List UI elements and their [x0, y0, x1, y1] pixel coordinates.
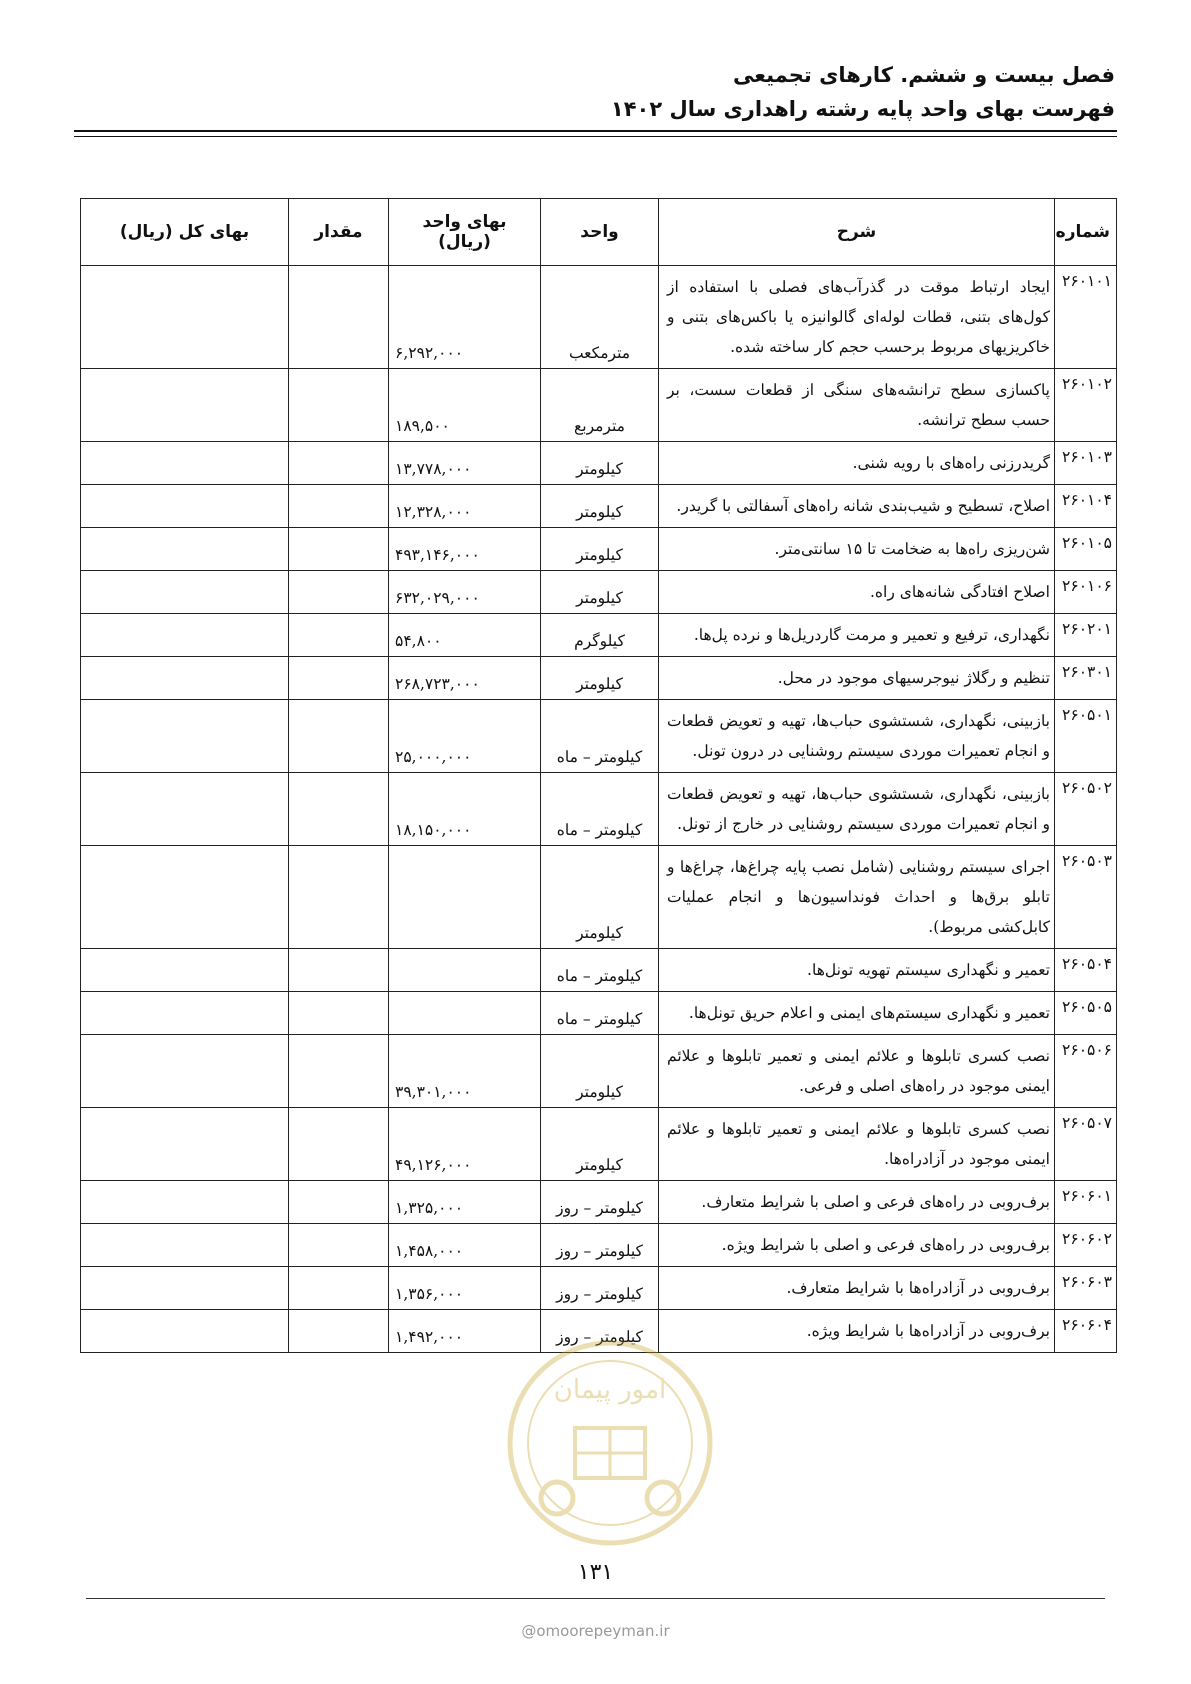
row-total-price: [81, 1108, 289, 1181]
row-unit-price: ۱۲,۳۲۸,۰۰۰: [389, 485, 541, 528]
row-description: گریدرزنی راه‌های با رویه شنی.: [659, 442, 1055, 485]
row-unit: کیلومتر: [541, 657, 659, 700]
row-quantity: [289, 1035, 389, 1108]
row-code: ۲۶۰۳۰۱: [1055, 657, 1117, 700]
row-unit: کیلومتر: [541, 846, 659, 949]
row-unit-price: ۱,۴۹۲,۰۰۰: [389, 1310, 541, 1353]
row-total-price: [81, 528, 289, 571]
row-description: برف‌روبی در راه‌های فرعی و اصلی با شرایط ویژه.: [659, 1224, 1055, 1267]
row-description: تنظیم و رگلاژ نیوجرسیهای موجود در محل.: [659, 657, 1055, 700]
row-total-price: [81, 846, 289, 949]
row-unit: مترمربع: [541, 369, 659, 442]
row-unit-price: ۱,۴۵۸,۰۰۰: [389, 1224, 541, 1267]
table-row: [81, 442, 1117, 485]
table-row: [81, 266, 1117, 369]
row-quantity: [289, 773, 389, 846]
table-row: [81, 614, 1117, 657]
row-unit-price: ۶,۲۹۲,۰۰۰: [389, 266, 541, 369]
column-header-unit-price: بهای واحد (ریال): [389, 199, 541, 266]
row-code: ۲۶۰۵۰۷: [1055, 1108, 1117, 1181]
row-description: برف‌روبی در آزادراه‌ها با شرایط متعارف.: [659, 1267, 1055, 1310]
row-code: ۲۶۰۵۰۶: [1055, 1035, 1117, 1108]
row-unit-price: ۳۹,۳۰۱,۰۰۰: [389, 1035, 541, 1108]
row-description: تعمیر و نگهداری سیستم تهویه تونل‌ها.: [659, 949, 1055, 992]
row-unit-price: ۱,۳۵۶,۰۰۰: [389, 1267, 541, 1310]
row-code: ۲۶۰۶۰۲: [1055, 1224, 1117, 1267]
row-total-price: [81, 657, 289, 700]
row-unit-price: ۱۳,۷۷۸,۰۰۰: [389, 442, 541, 485]
row-description: بازبینی، نگهداری، شستشوی حباب‌ها، تهیه و تعویض قطعات و انجام تعمیرات موردی سیستم روشنایی در خارج از تونل.: [659, 773, 1055, 846]
row-code: ۲۶۰۵۰۴: [1055, 949, 1117, 992]
table-row: [81, 1181, 1117, 1224]
row-unit-price: ۲۶۸,۷۲۳,۰۰۰: [389, 657, 541, 700]
row-quantity: [289, 1108, 389, 1181]
row-unit-price: [389, 949, 541, 992]
row-total-price: [81, 1035, 289, 1108]
row-code: ۲۶۰۱۰۵: [1055, 528, 1117, 571]
table-row: [81, 657, 1117, 700]
row-unit-price: ۴۹,۱۲۶,۰۰۰: [389, 1108, 541, 1181]
row-description: ایجاد ارتباط موقت در گذرآب‌های فصلی با استفاده از کول‌های بتنی، قطات لوله‌ای گالوانیزه یا باکس‌های بتنی و خاکریزیهای مربوط برحسب حجم کار ساخته شده.: [659, 266, 1055, 369]
row-description: اجرای سیستم روشنایی (شامل نصب پایه چراغ‌ها، چراغ‌ها و تابلو برق‌ها و احداث فونداسیون‌ها و انجام عملیات کابل‌کشی مربوط).: [659, 846, 1055, 949]
row-quantity: [289, 1224, 389, 1267]
row-total-price: [81, 442, 289, 485]
row-quantity: [289, 1310, 389, 1353]
row-quantity: [289, 846, 389, 949]
row-description: برف‌روبی در آزادراه‌ها با شرایط ویژه.: [659, 1310, 1055, 1353]
row-code: ۲۶۰۵۰۲: [1055, 773, 1117, 846]
row-code: ۲۶۰۵۰۳: [1055, 846, 1117, 949]
row-quantity: [289, 657, 389, 700]
row-quantity: [289, 1181, 389, 1224]
row-unit: کیلومتر – روز: [541, 1181, 659, 1224]
row-code: ۲۶۰۲۰۱: [1055, 614, 1117, 657]
row-unit: کیلومتر – ماه: [541, 992, 659, 1035]
row-unit: کیلومتر: [541, 571, 659, 614]
row-description: اصلاح، تسطیح و شیب‌بندی شانه راه‌های آسفالتی با گریدر.: [659, 485, 1055, 528]
row-unit: کیلومتر: [541, 528, 659, 571]
column-header-total-price: بهای کل (ریال): [81, 199, 289, 266]
row-code: ۲۶۰۵۰۵: [1055, 992, 1117, 1035]
table-row: [81, 1035, 1117, 1108]
row-description: اصلاح افتادگی شانه‌های راه.: [659, 571, 1055, 614]
row-code: ۲۶۰۶۰۴: [1055, 1310, 1117, 1353]
row-quantity: [289, 369, 389, 442]
table-row: [81, 949, 1117, 992]
header-rule-thick: [74, 130, 1117, 132]
header-rule-thin: [74, 136, 1117, 137]
watermark-logo: [495, 1318, 725, 1568]
row-total-price: [81, 1267, 289, 1310]
row-total-price: [81, 1224, 289, 1267]
row-unit: کیلومتر – ماه: [541, 773, 659, 846]
page-number: ۱۳۱: [577, 1560, 614, 1585]
table-row: [81, 485, 1117, 528]
row-total-price: [81, 1310, 289, 1353]
row-unit: کیلومتر – روز: [541, 1267, 659, 1310]
footer-rule: [86, 1598, 1105, 1599]
row-code: ۲۶۰۱۰۶: [1055, 571, 1117, 614]
watermark-text: امور پیمان: [553, 1375, 667, 1405]
row-unit-price: ۱۸,۱۵۰,۰۰۰: [389, 773, 541, 846]
table-row: [81, 1267, 1117, 1310]
column-header-unit: واحد: [541, 199, 659, 266]
page-header: [65, 58, 1115, 126]
row-unit-price: [389, 992, 541, 1035]
row-unit: کیلومتر – ماه: [541, 949, 659, 992]
column-header-quantity: مقدار: [289, 199, 389, 266]
table-row: [81, 992, 1117, 1035]
row-unit-price: [389, 846, 541, 949]
row-total-price: [81, 266, 289, 369]
site-url: @omoorepeyman.ir: [521, 1622, 670, 1640]
row-unit-price: ۲۵,۰۰۰,۰۰۰: [389, 700, 541, 773]
chapter-title: فصل بیست و ششم. کارهای تجمیعی: [733, 63, 1115, 87]
row-quantity: [289, 1267, 389, 1310]
row-quantity: [289, 700, 389, 773]
row-code: ۲۶۰۱۰۳: [1055, 442, 1117, 485]
row-unit-price: ۱,۳۲۵,۰۰۰: [389, 1181, 541, 1224]
row-code: ۲۶۰۶۰۱: [1055, 1181, 1117, 1224]
table-row: [81, 369, 1117, 442]
row-unit: مترمکعب: [541, 266, 659, 369]
table-row: [81, 528, 1117, 571]
row-description: پاکسازی سطح ترانشه‌های سنگی از قطعات سست، بر حسب سطح ترانشه.: [659, 369, 1055, 442]
row-total-price: [81, 949, 289, 992]
row-total-price: [81, 614, 289, 657]
row-unit: کیلومتر: [541, 485, 659, 528]
row-unit: کیلومتر – روز: [541, 1310, 659, 1353]
row-unit: کیلوگرم: [541, 614, 659, 657]
table-row: [81, 1108, 1117, 1181]
row-description: شن‌ریزی راه‌ها به ضخامت تا ۱۵ سانتی‌متر.: [659, 528, 1055, 571]
row-unit: کیلومتر – روز: [541, 1224, 659, 1267]
table-row: [81, 1224, 1117, 1267]
row-description: برف‌روبی در راه‌های فرعی و اصلی با شرایط متعارف.: [659, 1181, 1055, 1224]
row-unit-price: ۱۸۹,۵۰۰: [389, 369, 541, 442]
row-quantity: [289, 442, 389, 485]
row-unit: کیلومتر: [541, 1035, 659, 1108]
row-unit: کیلومتر: [541, 442, 659, 485]
row-unit: کیلومتر: [541, 1108, 659, 1181]
column-header-code: شماره: [1055, 199, 1117, 266]
table-header-row: [81, 199, 1117, 266]
table-row: [81, 571, 1117, 614]
row-code: ۲۶۰۵۰۱: [1055, 700, 1117, 773]
row-total-price: [81, 485, 289, 528]
table-body: [81, 266, 1117, 1353]
row-quantity: [289, 949, 389, 992]
row-quantity: [289, 266, 389, 369]
price-list-table: [80, 198, 1117, 1353]
row-quantity: [289, 485, 389, 528]
list-title: فهرست بهای واحد پایه رشته راهداری سال ۱۴۰۲: [610, 97, 1115, 121]
row-quantity: [289, 992, 389, 1035]
table-row: [81, 700, 1117, 773]
row-code: ۲۶۰۱۰۲: [1055, 369, 1117, 442]
row-code: ۲۶۰۱۰۴: [1055, 485, 1117, 528]
row-total-price: [81, 369, 289, 442]
row-unit-price: ۶۳۲,۰۲۹,۰۰۰: [389, 571, 541, 614]
row-description: تعمیر و نگهداری سیستم‌های ایمنی و اعلام حریق تونل‌ها.: [659, 992, 1055, 1035]
row-unit: کیلومتر – ماه: [541, 700, 659, 773]
row-code: ۲۶۰۱۰۱: [1055, 266, 1117, 369]
row-total-price: [81, 700, 289, 773]
table-row: [81, 773, 1117, 846]
row-quantity: [289, 571, 389, 614]
row-unit-price: ۴۹۳,۱۴۶,۰۰۰: [389, 528, 541, 571]
row-quantity: [289, 528, 389, 571]
table-row: [81, 846, 1117, 949]
row-description: نصب کسری تابلوها و علائم ایمنی و تعمیر تابلوها و علائم ایمنی موجود در راه‌های اصلی و فرعی.: [659, 1035, 1055, 1108]
row-description: بازبینی، نگهداری، شستشوی حباب‌ها، تهیه و تعویض قطعات و انجام تعمیرات موردی سیستم روشنایی در درون تونل.: [659, 700, 1055, 773]
row-total-price: [81, 571, 289, 614]
row-description: نگهداری، ترفیع و تعمیر و مرمت گاردریل‌ها و نرده پل‌ها.: [659, 614, 1055, 657]
row-total-price: [81, 992, 289, 1035]
row-unit-price: ۵۴,۸۰۰: [389, 614, 541, 657]
row-description: نصب کسری تابلوها و علائم ایمنی و تعمیر تابلوها و علائم ایمنی موجود در آزادراه‌ها.: [659, 1108, 1055, 1181]
row-total-price: [81, 1181, 289, 1224]
row-code: ۲۶۰۶۰۳: [1055, 1267, 1117, 1310]
column-header-description: شرح: [659, 199, 1055, 266]
row-quantity: [289, 614, 389, 657]
row-total-price: [81, 773, 289, 846]
